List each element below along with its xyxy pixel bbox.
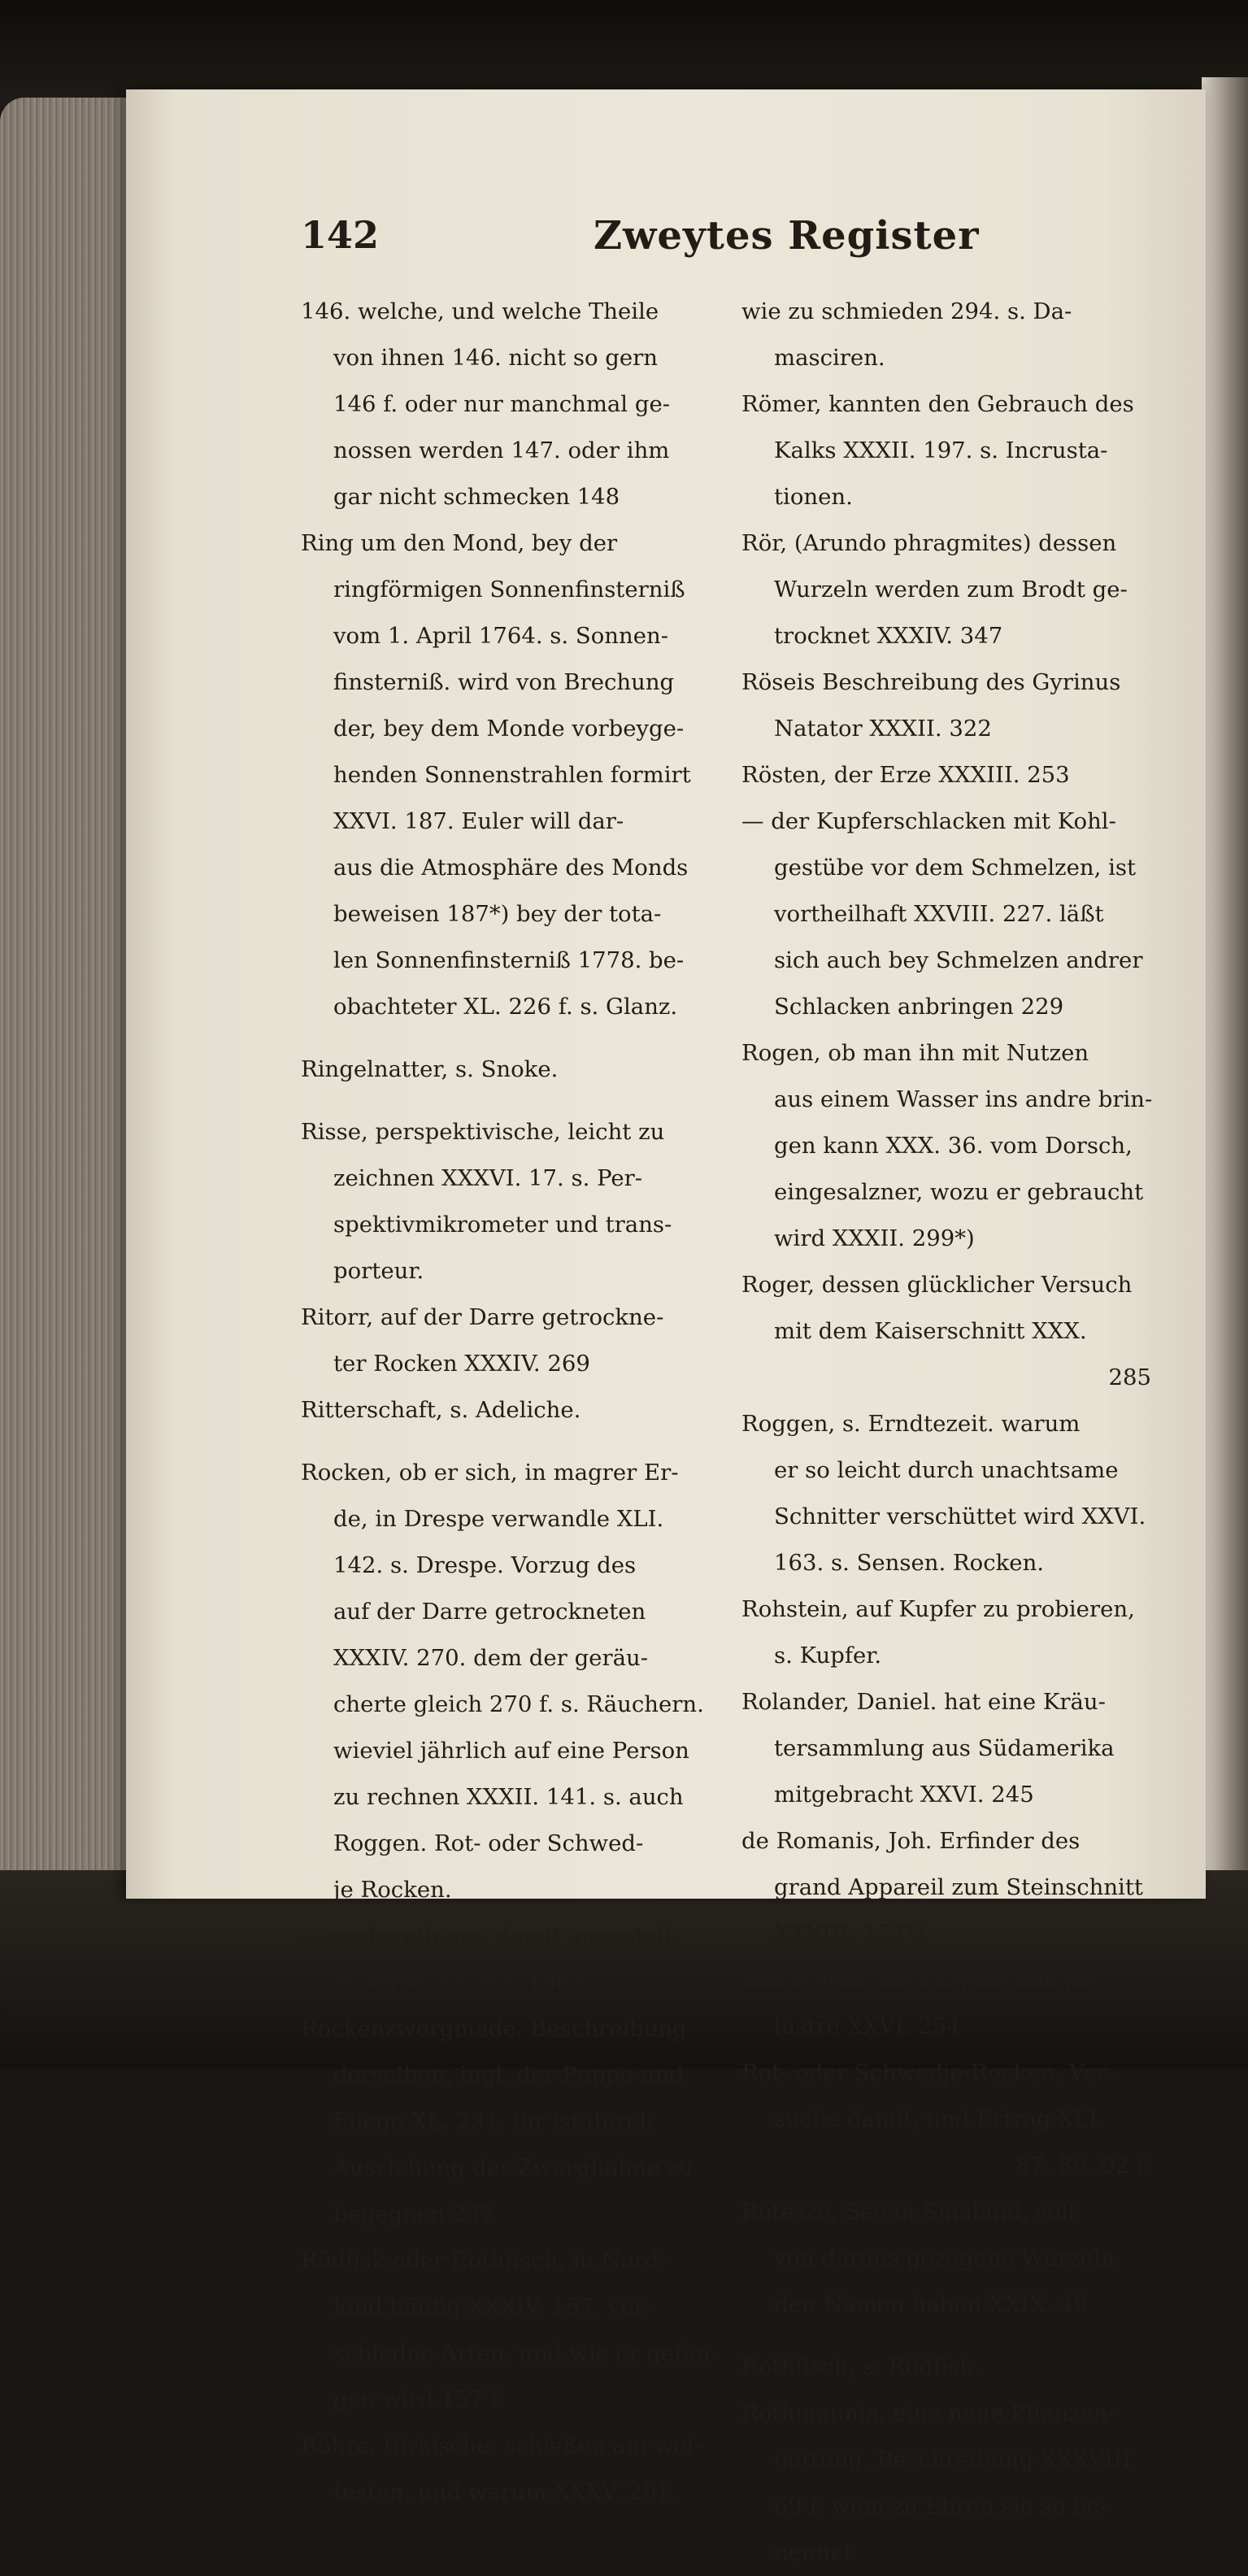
index-line: 146. welche, und welche Theile xyxy=(301,298,659,324)
index-line: de, in Drespe verwandle XLI. xyxy=(333,1506,664,1532)
right-page-edge xyxy=(1202,77,1248,1899)
index-line: Rockenzwergmade. Beschreibung xyxy=(301,2016,687,2042)
index-line: ter Rocken XXXIV. 269 xyxy=(333,1351,590,1377)
entry-gap xyxy=(741,2328,1156,2344)
index-line: eingesalzner, wozu er gebraucht xyxy=(774,1179,1144,1205)
index-entry xyxy=(741,1401,1156,1586)
index-line: Roteszö, See in Smaland, soll xyxy=(741,2199,1076,2225)
index-line: 87. 89. 92 f. xyxy=(1015,2152,1151,2178)
index-entry xyxy=(741,1030,1156,1262)
index-line: auf der Darre getrockneten xyxy=(333,1599,646,1625)
index-line: 146 f. oder nur manchmal ge- xyxy=(333,391,671,417)
index-line: henden Sonnenstrahlen formirt xyxy=(333,762,691,788)
index-line: lustre XXVI. 254 xyxy=(774,2013,961,2039)
index-line: aus einem Wasser ins andre brin- xyxy=(774,1086,1153,1112)
index-entry xyxy=(741,1679,1156,1818)
index-entry xyxy=(741,798,1156,1030)
index-line: von daraus gezogene Wurzeln xyxy=(774,2245,1115,2271)
entry-gap xyxy=(301,1434,720,1450)
index-line: suche damit, und Ertrag XLI. xyxy=(774,2106,1105,2132)
page-number: 142 xyxy=(301,213,380,257)
index-line: mitgebracht XXVI. 245 xyxy=(774,1782,1034,1808)
index-line: gattung. Beschreibung XXXVIII. xyxy=(774,2447,1138,2473)
index-line: Römer, kannten den Gebrauch des xyxy=(741,391,1134,417)
index-line: Roggen. Rot- oder Schwed- xyxy=(333,1830,644,1856)
index-line: ringförmigen Sonnenfinsterniß xyxy=(333,577,685,603)
index-line: wieviel jährlich auf eine Person xyxy=(333,1738,689,1764)
index-entry xyxy=(741,1262,1156,1401)
index-line: begegnen 232 xyxy=(333,2201,495,2227)
index-line: Ringelnatter, s. Snoke. xyxy=(301,1056,559,1082)
page-header xyxy=(301,213,1195,278)
index-line: derselben, ingl. der Puppe und xyxy=(333,2062,684,2088)
index-line: s. Kupfer. xyxy=(774,1643,882,1669)
index-entry xyxy=(741,289,1156,381)
index-line: den Namen haben XXIX. 49 xyxy=(774,2291,1089,2317)
index-line: 285 xyxy=(1108,1364,1151,1390)
index-line: obachteter XL. 226 f. s. Glanz. xyxy=(333,994,678,1020)
index-line: vom 1. April 1764. s. Sonnen- xyxy=(333,623,668,649)
index-line: XXVI. 187. Euler will dar- xyxy=(333,808,624,834)
index-entry xyxy=(301,2006,720,2238)
index-line: Rödfisk oder Rothfisch, in Nord- xyxy=(301,2247,667,2274)
index-line: aus die Atmosphäre des Monds xyxy=(333,855,689,881)
index-line: nennet xyxy=(774,2539,853,2565)
index-entry xyxy=(741,2050,1156,2189)
index-line: Risse, perspektivische, leicht zu xyxy=(301,1119,665,1145)
index-line: land häufig XXXIV. 157. ver- xyxy=(333,2294,653,2320)
index-entry xyxy=(301,1450,720,1913)
index-line: 163. s. Sensen. Rocken. xyxy=(774,1550,1045,1576)
index-line: porteur. xyxy=(333,1258,424,1284)
index-line: — sechsreihiger, damit angestell- xyxy=(301,1923,680,1949)
index-line: wie zu schmieden 294. s. Da- xyxy=(741,298,1072,324)
index-entry xyxy=(741,752,1156,798)
index-line: de Romanis, Joh. Erfinder des xyxy=(741,1828,1081,1854)
index-line: beweisen 187*) bey der tota- xyxy=(333,901,662,927)
index-line: Rot- oder Schwedje-Rocken, Ver- xyxy=(741,2060,1115,2086)
index-line: wird XXXII. 299*) xyxy=(774,1225,975,1251)
index-line: Fliege XL. 231. ihr ist durch xyxy=(333,2108,654,2134)
index-line: Rogen, ob man ihn mit Nutzen xyxy=(741,1040,1089,1066)
index-entry xyxy=(301,289,720,520)
index-line: Rösten, der Erze XXXIII. 253 xyxy=(741,762,1070,788)
index-line: 69 f. wem zu Ehren sie so be- xyxy=(774,2493,1108,2519)
index-line: te Versuche XLI. 156 f. xyxy=(333,1969,593,1995)
index-line: spektivmikrometer und trans- xyxy=(333,1212,672,1238)
index-line: Rolander, Daniel. hat eine Kräu- xyxy=(741,1689,1106,1715)
index-line: Ritorr, auf der Darre getrockne- xyxy=(301,1304,664,1330)
index-line: XXXIV. 270. dem der geräu- xyxy=(333,1645,648,1671)
index-line: masciren. xyxy=(774,345,885,371)
index-line: Kalks XXXII. 197. s. Incrusta- xyxy=(774,437,1108,463)
right-column xyxy=(741,289,1156,2565)
index-line: gestübe vor dem Schmelzen, ist xyxy=(774,855,1137,881)
index-line: Rohstein, auf Kupfer zu probieren, xyxy=(741,1596,1135,1622)
index-line: Röseis Beschreibung des Gyrinus xyxy=(741,669,1121,695)
index-line: Roggen, s. Erndtezeit. warum xyxy=(741,1411,1081,1437)
index-line: trocknet XXXIV. 347 xyxy=(774,623,1003,649)
index-line: tersammlung aus Südamerika xyxy=(774,1735,1115,1761)
index-line: je Rocken. xyxy=(333,1877,452,1903)
index-line: gar nicht schmecken 148 xyxy=(333,484,620,510)
index-line: Ritterschaft, s. Adeliche. xyxy=(301,1397,581,1423)
index-line: Rothfisch, s. Rödfisk. xyxy=(741,2354,981,2380)
index-line: sich auch bey Schmelzen andrer xyxy=(774,947,1143,973)
index-line: cherte gleich 270 f. s. Räuchern. xyxy=(333,1691,704,1717)
index-line: der, bey dem Monde vorbeyge- xyxy=(333,716,685,742)
index-line: Roger, dessen glücklicher Versuch xyxy=(741,1272,1133,1298)
index-line: Rothmannia, eine neue Pflanzen- xyxy=(741,2400,1115,2426)
index-line: grand Appareil zum Steinschnitt xyxy=(774,1874,1143,1900)
index-line: zu rechnen XXXII. 141. s. auch xyxy=(333,1784,684,1810)
left-column xyxy=(301,289,720,2505)
index-line: — der Kupferschlacken mit Kohl- xyxy=(741,808,1116,834)
index-line: schiedne Arten, und wie er gefan- xyxy=(333,2340,718,2366)
index-line: Rocken, ob er sich, in magrer Er- xyxy=(301,1460,679,1486)
index-entry xyxy=(301,1109,720,1295)
index-line: Natator XXXII. 322 xyxy=(774,716,992,742)
index-line: finsterniß. wird von Brechung xyxy=(333,669,675,695)
index-line: Ausziehung der Zwerghalme zu xyxy=(333,2155,694,2181)
running-title: Zweytes Register xyxy=(594,213,980,259)
index-line: XXVIII. 157*) xyxy=(774,1921,926,1947)
index-entry xyxy=(301,2423,720,2516)
index-line: len Sonnenfinsterniß 1778. be- xyxy=(333,947,685,973)
index-line: von ihnen 146. nicht so gern xyxy=(333,345,659,371)
index-entry xyxy=(741,381,1156,520)
index-line: tionen. xyxy=(774,484,853,510)
index-entry xyxy=(741,659,1156,752)
entry-gap xyxy=(301,1093,720,1109)
index-line: Ring um den Mond, bey der xyxy=(301,530,618,556)
index-entry xyxy=(741,1586,1156,1679)
index-line: Schnitter verschüttet wird XXVI. xyxy=(774,1503,1146,1530)
index-line: vortheilhaft XXVIII. 227. läßt xyxy=(774,901,1104,927)
index-line: zeichnen XXXVI. 17. s. Per- xyxy=(333,1165,643,1191)
index-entry xyxy=(741,520,1156,659)
index-line: Rör, (Arundo phragmites) dessen xyxy=(741,530,1117,556)
index-line: nossen werden 147. oder ihm xyxy=(333,437,670,463)
index-line: gen kann XXX. 36. vom Dorsch, xyxy=(774,1133,1133,1159)
page-stack-edge xyxy=(0,98,134,1927)
entry-gap xyxy=(301,1030,720,1046)
index-line: Schlacken anbringen 229 xyxy=(774,994,1064,1020)
index-entry xyxy=(301,1046,720,1093)
index-entry xyxy=(301,1295,720,1387)
index-entry xyxy=(301,1913,720,2006)
index-line: mit dem Kaiserschnitt XXX. xyxy=(774,1318,1087,1344)
index-entry xyxy=(741,1818,1156,1957)
index-entry xyxy=(301,1387,720,1434)
index-entry xyxy=(301,520,720,1030)
index-line: Wurzeln werden zum Brodt ge- xyxy=(774,577,1128,603)
index-line: gen wird 157 f. xyxy=(333,2387,506,2413)
index-line: 142. s. Drespe. Vorzug des xyxy=(333,1552,637,1578)
index-entry xyxy=(301,2238,720,2423)
index-line: er so leicht durch unachtsame xyxy=(774,1457,1119,1483)
index-line: Ronnegräs, oder Equisetum pa- xyxy=(741,1967,1101,1993)
index-entry xyxy=(741,1957,1156,2050)
index-line: testen, und warum XXXV. 291. xyxy=(333,2479,678,2505)
index-entry xyxy=(741,2391,1156,2576)
index-entry xyxy=(741,2344,1156,2391)
index-line: Röhre, türkische. schießen am wei- xyxy=(301,2433,702,2459)
index-entry xyxy=(741,2189,1156,2328)
